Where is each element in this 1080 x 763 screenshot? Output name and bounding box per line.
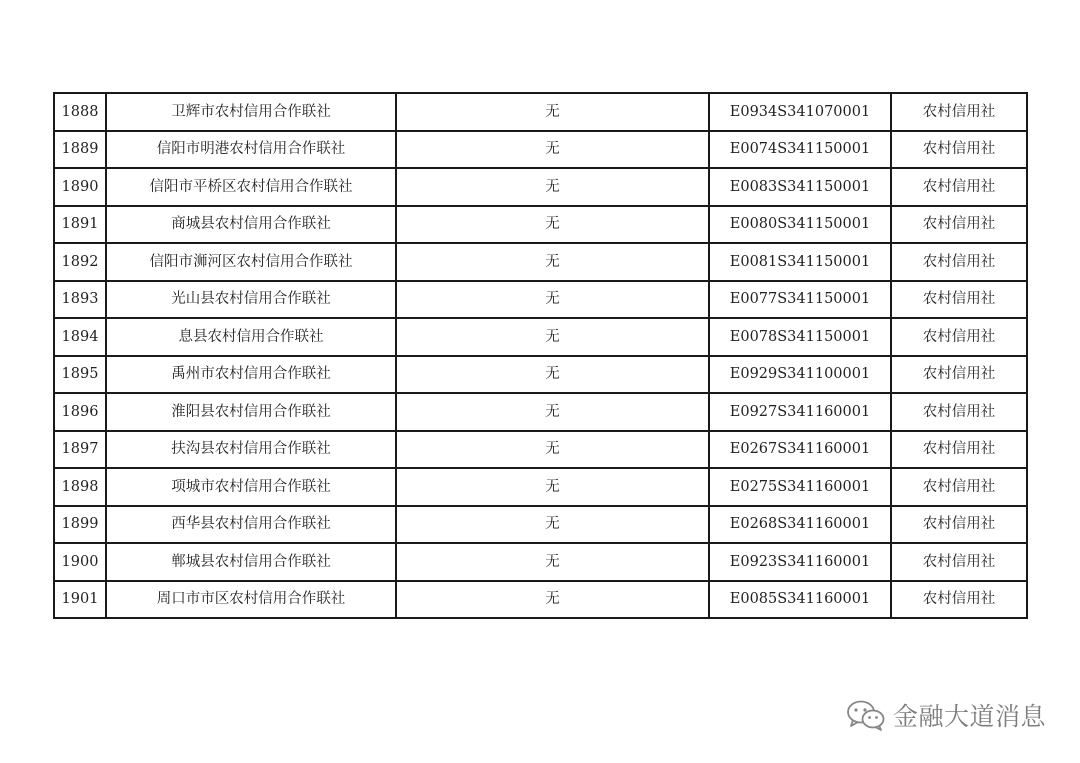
table-row <box>54 281 1027 319</box>
cell-note: 无 <box>396 168 709 206</box>
cell-institution-name: 息县农村信用合作联社 <box>106 318 396 356</box>
cell-serial-number: 1895 <box>54 356 106 394</box>
cell-license-code: E0268S341160001 <box>709 506 891 544</box>
cell-institution-type: 农村信用社 <box>891 281 1027 319</box>
table-row <box>54 131 1027 169</box>
cell-institution-name: 西华县农村信用合作联社 <box>106 506 396 544</box>
cell-note: 无 <box>396 431 709 469</box>
cell-license-code: E0077S341150001 <box>709 281 891 319</box>
table-row <box>54 206 1027 244</box>
table-row <box>54 318 1027 356</box>
cell-serial-number: 1898 <box>54 468 106 506</box>
table-row <box>54 168 1027 206</box>
cell-serial-number: 1896 <box>54 393 106 431</box>
cell-serial-number: 1889 <box>54 131 106 169</box>
cell-license-code: E0083S341150001 <box>709 168 891 206</box>
cell-serial-number: 1899 <box>54 506 106 544</box>
cell-institution-type: 农村信用社 <box>891 581 1027 619</box>
cell-license-code: E0929S341100001 <box>709 356 891 394</box>
cell-note: 无 <box>396 393 709 431</box>
cell-note: 无 <box>396 243 709 281</box>
cell-license-code: E0085S341160001 <box>709 581 891 619</box>
cell-institution-type: 农村信用社 <box>891 468 1027 506</box>
cell-serial-number: 1892 <box>54 243 106 281</box>
cell-serial-number: 1901 <box>54 581 106 619</box>
table-row <box>54 243 1027 281</box>
cell-institution-type: 农村信用社 <box>891 431 1027 469</box>
cell-note: 无 <box>396 318 709 356</box>
cell-institution-type: 农村信用社 <box>891 131 1027 169</box>
watermark-text: 金融大道消息 <box>892 702 1046 731</box>
table-row <box>54 468 1027 506</box>
cell-note: 无 <box>396 206 709 244</box>
table-row <box>54 581 1027 619</box>
cell-institution-type: 农村信用社 <box>891 506 1027 544</box>
cell-license-code: E0074S341150001 <box>709 131 891 169</box>
cell-note: 无 <box>396 131 709 169</box>
cell-license-code: E0080S341150001 <box>709 206 891 244</box>
cell-note: 无 <box>396 93 709 131</box>
table-row <box>54 431 1027 469</box>
cell-serial-number: 1888 <box>54 93 106 131</box>
cell-note: 无 <box>396 468 709 506</box>
cell-license-code: E0078S341150001 <box>709 318 891 356</box>
cell-institution-type: 农村信用社 <box>891 318 1027 356</box>
cell-institution-type: 农村信用社 <box>891 243 1027 281</box>
cell-institution-name: 光山县农村信用合作联社 <box>106 281 396 319</box>
table-row <box>54 543 1027 581</box>
cell-license-code: E0934S341070001 <box>709 93 891 131</box>
cell-institution-name: 信阳市浉河区农村信用合作联社 <box>106 243 396 281</box>
watermark <box>845 697 1046 733</box>
cell-institution-name: 郸城县农村信用合作联社 <box>106 543 396 581</box>
cell-institution-name: 项城市农村信用合作联社 <box>106 468 396 506</box>
cell-institution-name: 商城县农村信用合作联社 <box>106 206 396 244</box>
cell-institution-name: 扶沟县农村信用合作联社 <box>106 431 396 469</box>
cell-license-code: E0081S341150001 <box>709 243 891 281</box>
table-body <box>54 93 1027 618</box>
cell-institution-name: 周口市市区农村信用合作联社 <box>106 581 396 619</box>
cell-license-code: E0927S341160001 <box>709 393 891 431</box>
cell-license-code: E0275S341160001 <box>709 468 891 506</box>
cell-serial-number: 1894 <box>54 318 106 356</box>
cell-note: 无 <box>396 281 709 319</box>
cell-note: 无 <box>396 543 709 581</box>
record-table-container <box>53 92 1028 619</box>
cell-serial-number: 1897 <box>54 431 106 469</box>
cell-serial-number: 1890 <box>54 168 106 206</box>
cell-serial-number: 1891 <box>54 206 106 244</box>
cell-institution-name: 信阳市平桥区农村信用合作联社 <box>106 168 396 206</box>
cell-institution-type: 农村信用社 <box>891 543 1027 581</box>
cell-note: 无 <box>396 581 709 619</box>
cell-institution-name: 禹州市农村信用合作联社 <box>106 356 396 394</box>
cell-institution-type: 农村信用社 <box>891 206 1027 244</box>
table-row <box>54 393 1027 431</box>
cell-institution-type: 农村信用社 <box>891 356 1027 394</box>
cell-license-code: E0923S341160001 <box>709 543 891 581</box>
cell-serial-number: 1893 <box>54 281 106 319</box>
wechat-icon <box>845 698 887 732</box>
cell-note: 无 <box>396 356 709 394</box>
cell-license-code: E0267S341160001 <box>709 431 891 469</box>
cell-institution-type: 农村信用社 <box>891 93 1027 131</box>
table-row <box>54 93 1027 131</box>
cell-serial-number: 1900 <box>54 543 106 581</box>
table-row <box>54 506 1027 544</box>
cell-institution-type: 农村信用社 <box>891 393 1027 431</box>
cell-institution-name: 信阳市明港农村信用合作联社 <box>106 131 396 169</box>
cell-institution-type: 农村信用社 <box>891 168 1027 206</box>
cell-institution-name: 淮阳县农村信用合作联社 <box>106 393 396 431</box>
cell-note: 无 <box>396 506 709 544</box>
table-row <box>54 356 1027 394</box>
cell-institution-name: 卫辉市农村信用合作联社 <box>106 93 396 131</box>
record-table <box>53 92 1028 619</box>
